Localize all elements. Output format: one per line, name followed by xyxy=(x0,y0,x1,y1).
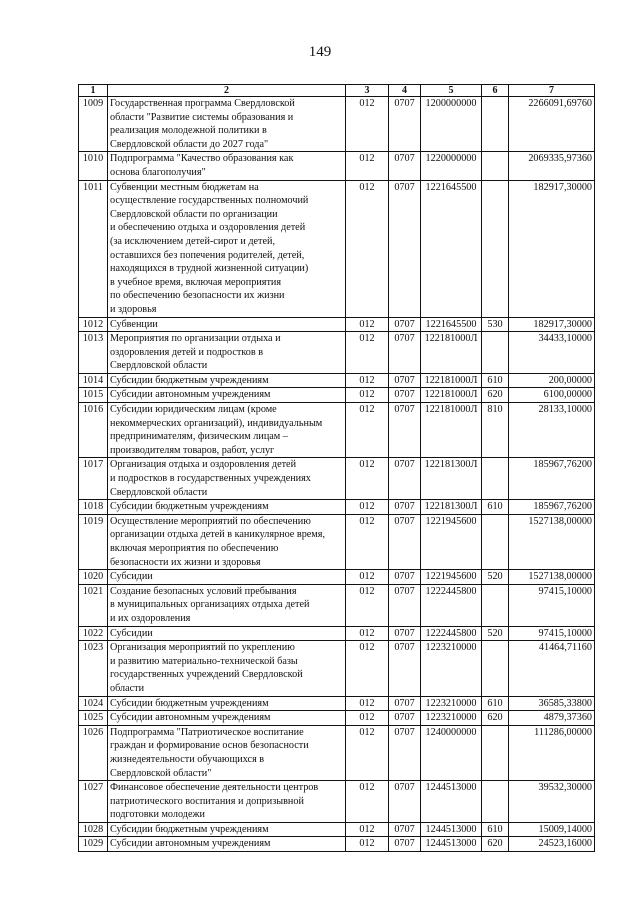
ministry-code-cell: 012 xyxy=(346,725,389,780)
table-row xyxy=(79,570,595,585)
column-header: 2 xyxy=(108,85,346,97)
ministry-code-cell: 012 xyxy=(346,180,389,317)
target-article-cell: 122181000Л xyxy=(421,403,482,458)
ministry-code-cell: 012 xyxy=(346,641,389,696)
table-row xyxy=(79,97,595,152)
row-name-cell: Субсидии бюджетным учреждениям xyxy=(108,373,346,388)
section-code-cell: 0707 xyxy=(389,152,421,180)
amount-cell: 34433,10000 xyxy=(509,332,595,374)
table-row xyxy=(79,626,595,641)
amount-cell: 2266091,69760 xyxy=(509,97,595,152)
ministry-code-cell: 012 xyxy=(346,711,389,726)
section-code-cell: 0707 xyxy=(389,317,421,332)
target-article-cell: 122181000Л xyxy=(421,373,482,388)
row-number-cell: 1019 xyxy=(79,514,108,569)
table-row xyxy=(79,500,595,515)
ministry-code-cell: 012 xyxy=(346,97,389,152)
row-number-cell: 1014 xyxy=(79,373,108,388)
row-number-cell: 1017 xyxy=(79,458,108,500)
table-row xyxy=(79,514,595,569)
row-name-cell: Государственная программа Свердловской области "Развитие системы образования и реализация молодежной политики в Свердловской области до 2027 года" xyxy=(108,97,346,152)
expense-type-cell: 620 xyxy=(482,388,509,403)
row-number-cell: 1026 xyxy=(79,725,108,780)
table-row xyxy=(79,458,595,500)
ministry-code-cell: 012 xyxy=(346,781,389,823)
expense-type-cell xyxy=(482,641,509,696)
section-code-cell: 0707 xyxy=(389,373,421,388)
amount-cell: 182917,30000 xyxy=(509,180,595,317)
row-number-cell: 1021 xyxy=(79,584,108,626)
ministry-code-cell: 012 xyxy=(346,458,389,500)
row-number-cell: 1011 xyxy=(79,180,108,317)
expense-type-cell: 610 xyxy=(482,696,509,711)
amount-cell: 4879,37360 xyxy=(509,711,595,726)
table-row xyxy=(79,822,595,837)
section-code-cell: 0707 xyxy=(389,781,421,823)
amount-cell: 15009,14000 xyxy=(509,822,595,837)
expense-type-cell: 520 xyxy=(482,626,509,641)
section-code-cell: 0707 xyxy=(389,641,421,696)
expense-type-cell: 610 xyxy=(482,373,509,388)
ministry-code-cell: 012 xyxy=(346,626,389,641)
expense-type-cell: 530 xyxy=(482,317,509,332)
row-number-cell: 1015 xyxy=(79,388,108,403)
target-article-cell: 1220000000 xyxy=(421,152,482,180)
ministry-code-cell: 012 xyxy=(346,696,389,711)
row-name-cell: Мероприятия по организации отдыха и оздоровления детей и подростков в Свердловской области xyxy=(108,332,346,374)
target-article-cell: 1222445800 xyxy=(421,584,482,626)
target-article-cell: 1221645500 xyxy=(421,180,482,317)
amount-cell: 36585,33800 xyxy=(509,696,595,711)
section-code-cell: 0707 xyxy=(389,725,421,780)
table-row xyxy=(79,696,595,711)
table-row xyxy=(79,317,595,332)
table-row xyxy=(79,388,595,403)
ministry-code-cell: 012 xyxy=(346,373,389,388)
row-name-cell: Осуществление мероприятий по обеспечению организации отдыха детей в каникулярное время, включая мероприятия по обеспечению безопасности их жизни и здоровья xyxy=(108,514,346,569)
amount-cell: 1527138,00000 xyxy=(509,514,595,569)
table-row xyxy=(79,373,595,388)
amount-cell: 41464,71160 xyxy=(509,641,595,696)
expense-type-cell: 520 xyxy=(482,570,509,585)
ministry-code-cell: 012 xyxy=(346,332,389,374)
table-row xyxy=(79,725,595,780)
target-article-cell: 1244513000 xyxy=(421,822,482,837)
row-name-cell: Создание безопасных условий пребывания в муниципальных организациях отдыха детей и их оздоровления xyxy=(108,584,346,626)
amount-cell: 1527138,00000 xyxy=(509,570,595,585)
ministry-code-cell: 012 xyxy=(346,152,389,180)
table-row xyxy=(79,152,595,180)
amount-cell: 182917,30000 xyxy=(509,317,595,332)
ministry-code-cell: 012 xyxy=(346,837,389,852)
ministry-code-cell: 012 xyxy=(346,403,389,458)
row-name-cell: Субсидии автономным учреждениям xyxy=(108,711,346,726)
ministry-code-cell: 012 xyxy=(346,822,389,837)
expense-type-cell: 620 xyxy=(482,711,509,726)
amount-cell: 97415,10000 xyxy=(509,584,595,626)
section-code-cell: 0707 xyxy=(389,514,421,569)
row-name-cell: Субсидии автономным учреждениям xyxy=(108,837,346,852)
row-number-cell: 1010 xyxy=(79,152,108,180)
row-name-cell: Подпрограмма "Качество образования как основа благополучия" xyxy=(108,152,346,180)
target-article-cell: 1221645500 xyxy=(421,317,482,332)
amount-cell: 2069335,97360 xyxy=(509,152,595,180)
row-name-cell: Субсидии бюджетным учреждениям xyxy=(108,822,346,837)
row-name-cell: Субвенции местным бюджетам на осуществление государственных полномочий Свердловской области по организации и обеспечению отдыха и оздоровления детей (за исключением детей-сирот и детей, оставшихся без попечения родителей, детей, находящихся в трудной жизненной ситуации) в учебное время, включая мероприятия по обеспечению безопасности их жизни и здоровья xyxy=(108,180,346,317)
amount-cell: 39532,30000 xyxy=(509,781,595,823)
row-number-cell: 1016 xyxy=(79,403,108,458)
table-row xyxy=(79,781,595,823)
target-article-cell: 1223210000 xyxy=(421,696,482,711)
row-number-cell: 1027 xyxy=(79,781,108,823)
table-body xyxy=(79,97,595,852)
row-name-cell: Субвенции xyxy=(108,317,346,332)
column-header: 1 xyxy=(79,85,108,97)
table-row xyxy=(79,180,595,317)
section-code-cell: 0707 xyxy=(389,97,421,152)
column-header: 6 xyxy=(482,85,509,97)
row-name-cell: Организация мероприятий по укреплению и развитию материально-технической базы государственных учреждений Свердловской области xyxy=(108,641,346,696)
target-article-cell: 1200000000 xyxy=(421,97,482,152)
target-article-cell: 1222445800 xyxy=(421,626,482,641)
amount-cell: 6100,00000 xyxy=(509,388,595,403)
page-number: 149 xyxy=(308,44,332,60)
expense-type-cell xyxy=(482,180,509,317)
ministry-code-cell: 012 xyxy=(346,500,389,515)
expense-type-cell xyxy=(482,514,509,569)
amount-cell: 200,00000 xyxy=(509,373,595,388)
row-number-cell: 1013 xyxy=(79,332,108,374)
target-article-cell: 122181300Л xyxy=(421,458,482,500)
section-code-cell: 0707 xyxy=(389,711,421,726)
table-header-row xyxy=(79,85,595,97)
expense-type-cell: 610 xyxy=(482,500,509,515)
section-code-cell: 0707 xyxy=(389,570,421,585)
section-code-cell: 0707 xyxy=(389,696,421,711)
expense-type-cell xyxy=(482,781,509,823)
amount-cell: 97415,10000 xyxy=(509,626,595,641)
target-article-cell: 122181000Л xyxy=(421,332,482,374)
row-number-cell: 1022 xyxy=(79,626,108,641)
row-name-cell: Организация отдыха и оздоровления детей и подростков в государственных учреждениях Свердловской области xyxy=(108,458,346,500)
row-name-cell: Субсидии автономным учреждениям xyxy=(108,388,346,403)
row-number-cell: 1018 xyxy=(79,500,108,515)
section-code-cell: 0707 xyxy=(389,403,421,458)
target-article-cell: 1223210000 xyxy=(421,711,482,726)
table-row xyxy=(79,584,595,626)
target-article-cell: 1223210000 xyxy=(421,641,482,696)
budget-table xyxy=(78,84,595,852)
section-code-cell: 0707 xyxy=(389,822,421,837)
table-row xyxy=(79,837,595,852)
column-header: 4 xyxy=(389,85,421,97)
section-code-cell: 0707 xyxy=(389,332,421,374)
row-number-cell: 1020 xyxy=(79,570,108,585)
expense-type-cell xyxy=(482,97,509,152)
amount-cell: 185967,76200 xyxy=(509,458,595,500)
target-article-cell: 122181300Л xyxy=(421,500,482,515)
row-number-cell: 1009 xyxy=(79,97,108,152)
column-header: 7 xyxy=(509,85,595,97)
section-code-cell: 0707 xyxy=(389,626,421,641)
section-code-cell: 0707 xyxy=(389,458,421,500)
column-header: 3 xyxy=(346,85,389,97)
target-article-cell: 1221945600 xyxy=(421,514,482,569)
target-article-cell: 122181000Л xyxy=(421,388,482,403)
row-name-cell: Финансовое обеспечение деятельности центров патриотического воспитания и допризывной подготовки молодежи xyxy=(108,781,346,823)
expense-type-cell: 810 xyxy=(482,403,509,458)
ministry-code-cell: 012 xyxy=(346,584,389,626)
target-article-cell: 1240000000 xyxy=(421,725,482,780)
expense-type-cell xyxy=(482,332,509,374)
target-article-cell: 1244513000 xyxy=(421,781,482,823)
section-code-cell: 0707 xyxy=(389,180,421,317)
amount-cell: 28133,10000 xyxy=(509,403,595,458)
expense-type-cell xyxy=(482,152,509,180)
target-article-cell: 1221945600 xyxy=(421,570,482,585)
row-number-cell: 1023 xyxy=(79,641,108,696)
row-number-cell: 1024 xyxy=(79,696,108,711)
row-number-cell: 1029 xyxy=(79,837,108,852)
ministry-code-cell: 012 xyxy=(346,514,389,569)
row-number-cell: 1012 xyxy=(79,317,108,332)
section-code-cell: 0707 xyxy=(389,500,421,515)
row-name-cell: Субсидии бюджетным учреждениям xyxy=(108,500,346,515)
table-row xyxy=(79,641,595,696)
table-row xyxy=(79,403,595,458)
row-number-cell: 1028 xyxy=(79,822,108,837)
ministry-code-cell: 012 xyxy=(346,317,389,332)
amount-cell: 24523,16000 xyxy=(509,837,595,852)
table-row xyxy=(79,332,595,374)
row-name-cell: Субсидии бюджетным учреждениям xyxy=(108,696,346,711)
ministry-code-cell: 012 xyxy=(346,570,389,585)
table-row xyxy=(79,711,595,726)
section-code-cell: 0707 xyxy=(389,837,421,852)
ministry-code-cell: 012 xyxy=(346,388,389,403)
section-code-cell: 0707 xyxy=(389,584,421,626)
column-header: 5 xyxy=(421,85,482,97)
row-number-cell: 1025 xyxy=(79,711,108,726)
expense-type-cell: 620 xyxy=(482,837,509,852)
amount-cell: 111286,00000 xyxy=(509,725,595,780)
row-name-cell: Субсидии xyxy=(108,626,346,641)
expense-type-cell xyxy=(482,584,509,626)
expense-type-cell xyxy=(482,458,509,500)
expense-type-cell: 610 xyxy=(482,822,509,837)
amount-cell: 185967,76200 xyxy=(509,500,595,515)
expense-type-cell xyxy=(482,725,509,780)
row-name-cell: Подпрограмма "Патриотическое воспитание граждан и формирование основ безопасности жизнедеятельности обучающихся в Свердловской области" xyxy=(108,725,346,780)
target-article-cell: 1244513000 xyxy=(421,837,482,852)
section-code-cell: 0707 xyxy=(389,388,421,403)
row-name-cell: Субсидии юридическим лицам (кроме некоммерческих организаций), индивидуальным предпринимателям, физическим лицам – производителям товаров, работ, услуг xyxy=(108,403,346,458)
row-name-cell: Субсидии xyxy=(108,570,346,585)
